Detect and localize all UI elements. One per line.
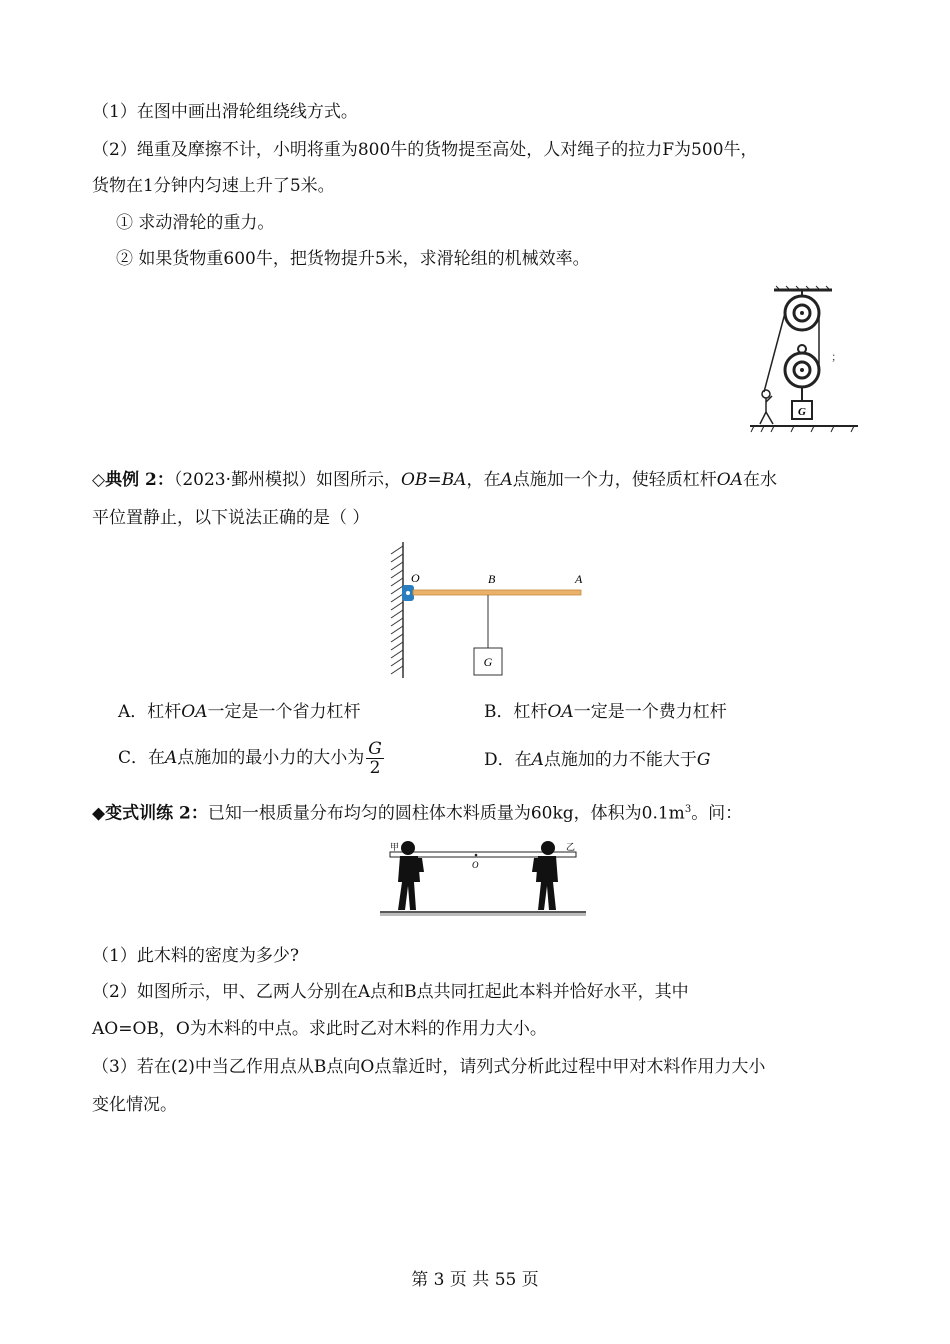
option-d-g: G [696,750,711,770]
example2-text-a: ，在 [466,470,501,490]
variant2-text-end: 。问： [691,803,743,824]
option-d-var: A [531,750,544,770]
option-c-text-end: 点施加的最小力的大小为 [177,748,365,768]
svg-text:;: ; [832,349,836,363]
lever-label-o: O [411,571,420,585]
variant2-sup: 3 [684,804,692,815]
log-label-yi: 乙 [566,842,576,852]
example2-text-b: 点施加一个力，使轻质杠杆 [512,470,717,490]
fraction-denominator: 2 [369,758,381,778]
log-carry-diagram [378,838,588,918]
option-c-text: C．在 [118,748,166,768]
example2-text-c: 在水 [742,470,777,490]
lever-weight-label: G [483,655,493,669]
example2-lever-oa: OA [716,470,743,490]
example2-source: （2023·鄞州模拟）如图所示， [173,470,401,490]
option-c-var: A [165,748,178,768]
option-b [484,700,727,724]
variant2-marker: ◆变式训练 2： [92,803,208,824]
option-b-text: B．杠杆 [484,702,548,722]
variant2-part3-cont: 变化情况。 [92,1095,177,1115]
option-d-text: D．在 [484,750,532,770]
option-d [484,748,711,772]
variant2-part2: （2）如图所示，甲、乙两人分别在A点和B点共同扛起此本料并恰好水平，其中 [92,982,689,1002]
variant2-part1: （1）此木料的密度为多少? [92,946,299,966]
option-d-text-end: 点施加的力不能大于 [543,750,697,770]
example2-condition: OB=BA [401,470,467,490]
lever-label-a: A [575,572,583,586]
q1-part2: （2）绳重及摩擦不计，小明将重为800牛的货物提至高处，人对绳子的拉力F为500牛， [92,140,758,160]
option-a-text-end: 一定是一个省力杠杆 [207,702,361,722]
pulley-weight-label: G [798,406,806,418]
option-a [118,700,361,724]
option-b-text-end: 一定是一个费力杠杆 [573,702,727,722]
log-label-o: O [472,860,479,870]
option-c [118,740,384,777]
option-a-var: OA [181,702,208,722]
fraction-numerator: G [368,739,382,759]
variant2-text: 已知一根质量分布均匀的圆柱体木料质量为60kg，体积为0.1m [207,803,685,824]
example2-point-a: A [500,470,513,490]
variant2-stem [92,798,742,826]
pulley-diagram [748,284,863,439]
q1-sub1: ① 求动滑轮的重力。 [116,213,275,233]
option-a-text: A．杠杆 [118,702,182,722]
example2-stem [92,468,777,492]
q1-part1: （1）在图中画出滑轮组绕线方式。 [92,102,358,122]
example2-marker: ◇典例 2： [92,470,174,490]
page-footer: 第 3 页 共 55 页 [411,1270,539,1290]
variant2-part2-cont: AO=OB，O为木料的中点。求此时乙对木料的作用力大小。 [92,1019,547,1039]
q1-sub2: ② 如果货物重600牛，把货物提升5米，求滑轮组的机械效率。 [116,249,590,269]
option-c-fraction [366,740,384,777]
option-b-var: OA [547,702,574,722]
example2-stem-cont: 平位置静止，以下说法正确的是（ ） [92,508,370,528]
log-label-jia: 甲 [390,842,400,852]
lever-diagram [385,540,590,680]
q1-part2-cont: 货物在1分钟内匀速上升了5米。 [92,176,335,196]
variant2-part3: （3）若在(2)中当乙作用点从B点向O点靠近时，请列式分析此过程中甲对木料作用力大小 [92,1057,766,1077]
lever-label-b: B [488,572,496,586]
